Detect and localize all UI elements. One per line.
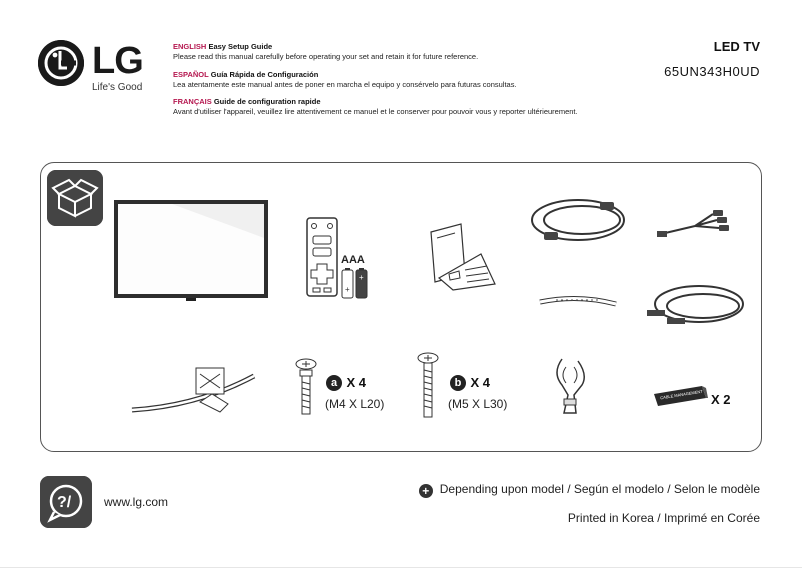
- lg-logo-icon: [38, 40, 84, 86]
- help-icon: [40, 476, 92, 528]
- screw-b-spec: (M5 X L30): [448, 397, 508, 411]
- screw-b-quantity: X 4: [470, 375, 490, 390]
- logo-wordmark: LG: [92, 40, 143, 82]
- lang-guide-title: Guide de configuration rapide: [213, 97, 321, 106]
- cable-strip-icon: [536, 290, 620, 319]
- lang-body: Lea atentamente este manual antes de poner en marcha el equipo y consérvelo para futuras consultas.: [173, 79, 517, 89]
- av-cable-icon: [655, 204, 735, 245]
- screw-a-letter: a: [326, 375, 342, 391]
- lang-name: ENGLISH: [173, 42, 207, 51]
- model-note: [419, 482, 760, 498]
- cable-management-quantity: X 2: [711, 392, 731, 407]
- printed-in: Printed in Korea / Imprimé en Corée: [567, 511, 760, 525]
- plus-circle-icon: +: [419, 484, 433, 498]
- cable-holder-icon: [548, 355, 590, 422]
- product-type: LED TV: [713, 39, 760, 54]
- screw-a-icon: [294, 358, 318, 423]
- audio-cable-icon: [643, 282, 747, 337]
- lang-block-english: [173, 42, 633, 61]
- open-box-icon: [47, 170, 103, 226]
- battery-icon: [341, 268, 369, 305]
- cable-management-text: CABLE MANAGEMENT: [659, 388, 704, 401]
- lang-guide-title: Guía Rápida de Configuración: [210, 70, 319, 79]
- manuals-icon: [425, 218, 497, 297]
- lang-block-french: [173, 97, 628, 116]
- screw-a-label: [326, 374, 366, 392]
- lang-body: Please read this manual carefully before operating your set and retain it for future reference.: [173, 51, 479, 61]
- lang-name: FRANÇAIS: [173, 97, 212, 106]
- bottom-divider: [0, 567, 802, 568]
- svg-text:+: +: [345, 285, 350, 294]
- product-model: 65UN343H0UD: [664, 64, 760, 79]
- model-note-text: Depending upon model / Según el modelo / Selon le modèle: [439, 482, 760, 496]
- svg-text:?/: ?/: [57, 494, 72, 511]
- screw-b-label: [450, 374, 490, 392]
- cable-management-icon: [652, 384, 708, 413]
- website-link[interactable]: www.lg.com: [104, 495, 169, 509]
- brand-tagline: Life's Good: [92, 82, 143, 93]
- screw-a-quantity: X 4: [346, 375, 366, 390]
- remote-control-icon: [305, 216, 339, 303]
- lang-body: Avant d'utiliser l'appareil, veuillez lire attentivement ce manuel et le conserver pour pouvoir vous y reporter ultérieurement.: [173, 106, 578, 116]
- screw-a-spec: (M4 X L20): [325, 397, 385, 411]
- battery-label: AAA: [341, 254, 365, 266]
- lang-guide-title: Easy Setup Guide: [208, 42, 273, 51]
- power-cord-icon: [528, 194, 632, 255]
- screw-b-letter: b: [450, 375, 466, 391]
- tv-panel-icon: [112, 198, 270, 307]
- lang-name: ESPAÑOL: [173, 70, 209, 79]
- screw-b-icon: [416, 352, 440, 425]
- lang-block-spanish: [173, 70, 633, 89]
- svg-text:+: +: [359, 273, 364, 282]
- tv-stand-icon: [128, 362, 258, 425]
